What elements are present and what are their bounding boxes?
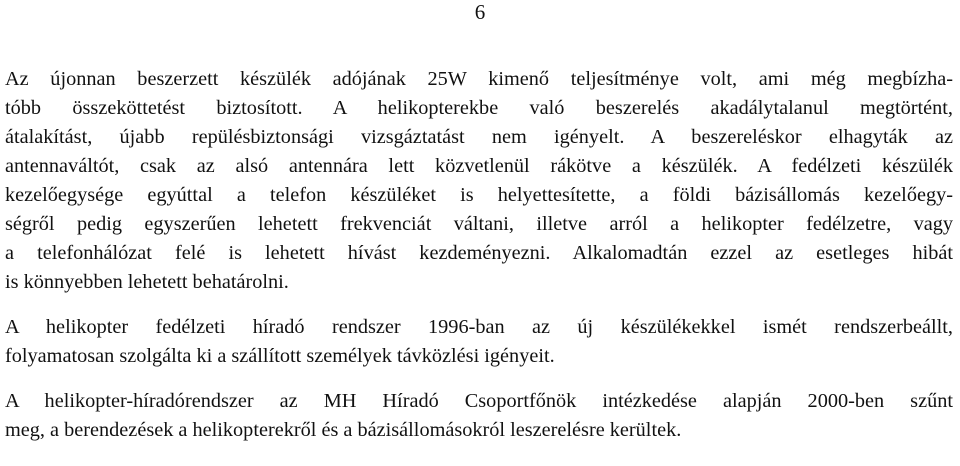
text-line: átalakítást, újabb repülésbiztonsági vizsgáztatást nem igényelt. A beszereléskor elhagyták az <box>5 126 953 148</box>
text-line: kezelőegysége egyúttal a telefon készüléket is helyettesítette, a földi bázisállomás kezelőegy- <box>5 184 953 206</box>
paragraph-3 <box>5 387 953 445</box>
text-line: a telefonhálózat felé is lehetett hívást kezdeményezni. Alkalomadtán ezzel az esetleges hibát <box>5 242 953 264</box>
text-line: is könnyebben lehetett behatárolni. <box>5 271 289 293</box>
text-line: antennaváltót, csak az alsó antennára lett közvetlenül rákötve a készülék. A fedélzeti készülék <box>5 155 953 177</box>
text-line: tóbb összeköttetést biztosított. A helikopterekbe való beszerelés akadálytalanul megtörtént, <box>5 97 953 119</box>
page-number: 6 <box>474 0 486 24</box>
text-line: ségről pedig egyszerűen lehetett frekvenciát váltani, illetve arról a helikopter fedélzetre, vagy <box>5 213 953 235</box>
paragraph-2 <box>5 313 953 371</box>
text-line: meg, a berendezések a helikopterekről és a bázisállomásokról leszerelésre kerültek. <box>5 419 682 441</box>
text-line: folyamatosan szolgálta ki a szállított személyek távközlési igényeit. <box>5 345 555 367</box>
text-line: A helikopter-híradórendszer az MH Híradó Csoportfőnök intézkedése alapján 2000-ben szűnt <box>5 390 953 412</box>
text-line: Az újonnan beszerzett készülék adójának 25W kimenő teljesítménye volt, ami még megbízha- <box>5 68 953 90</box>
document-body <box>5 65 953 445</box>
text-line: A helikopter fedélzeti híradó rendszer 1996-ban az új készülékekkel ismét rendszerbeállt, <box>5 316 953 338</box>
paragraph-1 <box>5 65 953 297</box>
